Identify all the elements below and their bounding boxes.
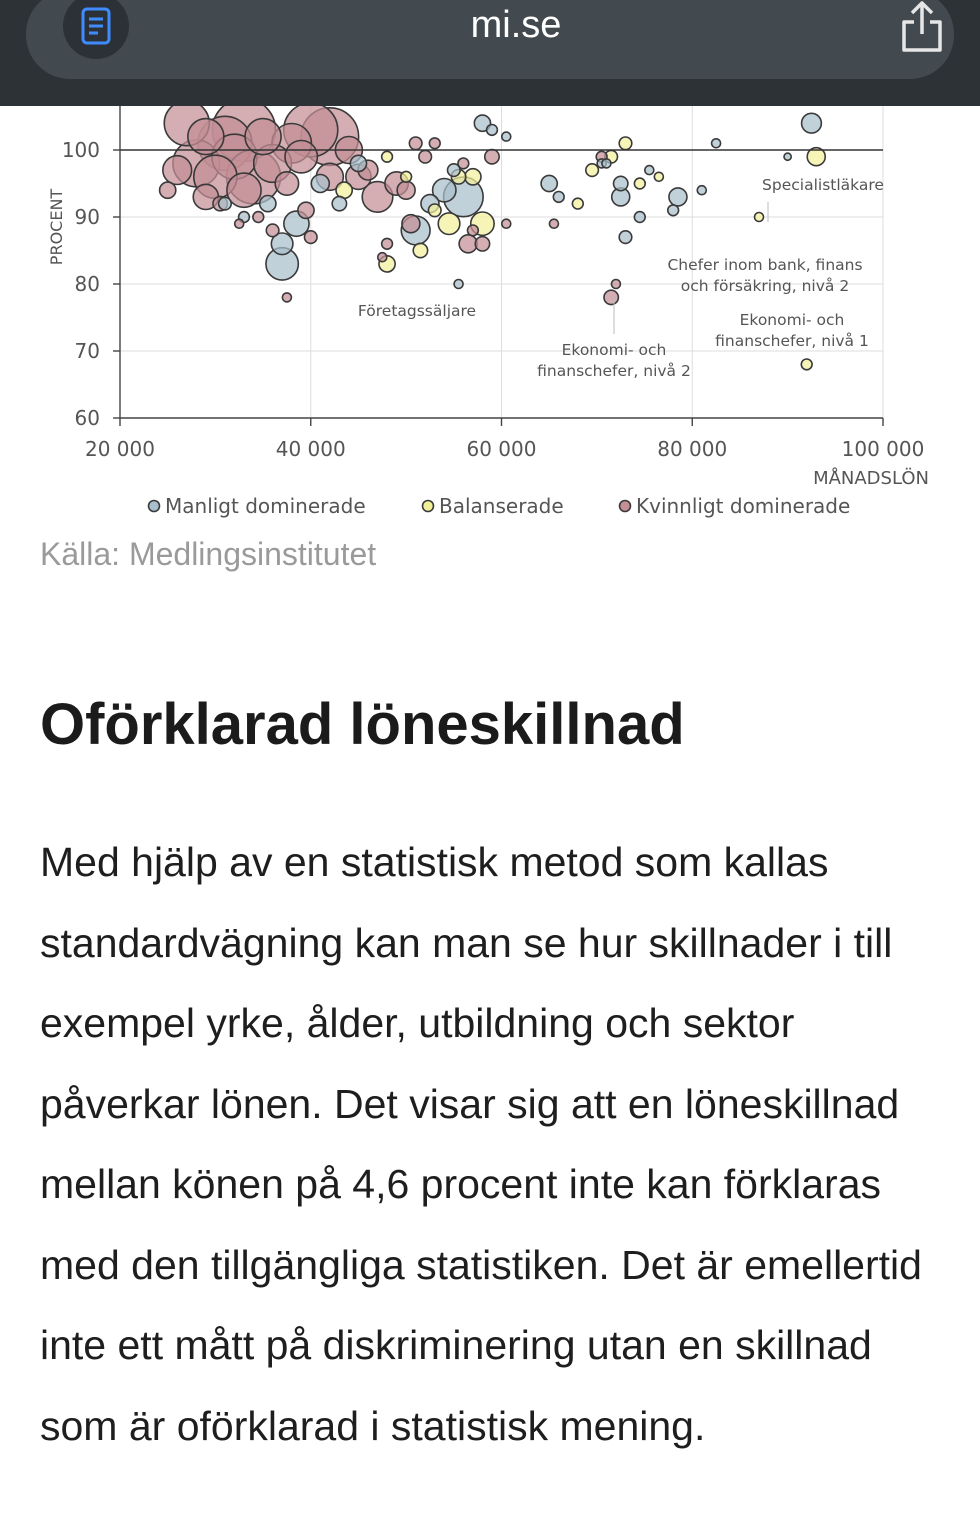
- data-point-male: [645, 166, 654, 175]
- scatter-chart: [0, 106, 980, 536]
- data-point-female: [397, 181, 415, 199]
- legend-label-male: Manligt dominerade: [165, 494, 366, 518]
- data-point-male: [487, 125, 498, 136]
- data-point-male: [668, 205, 679, 216]
- data-point-male: [619, 231, 632, 244]
- data-point-female: [467, 225, 478, 236]
- data-point-male: [712, 139, 721, 148]
- y-tick-label: 60: [74, 406, 100, 430]
- data-point-female: [298, 202, 314, 218]
- salary-chart: [0, 106, 980, 536]
- chart-points: [160, 106, 826, 370]
- data-point-balanced: [438, 213, 460, 235]
- data-point-male: [669, 188, 687, 206]
- data-point-balanced: [413, 243, 427, 257]
- data-point-female: [235, 219, 244, 228]
- x-tick-label: 100 000: [841, 437, 925, 461]
- y-tick-label: 90: [74, 205, 100, 229]
- data-point-male: [802, 113, 822, 133]
- data-point-female: [382, 238, 393, 249]
- annotation-label: [715, 311, 869, 350]
- x-tick-label: 80 000: [657, 437, 728, 461]
- annotation-line: finanschefer, nivå 1: [715, 332, 869, 350]
- data-point-female: [458, 158, 469, 169]
- data-point-female: [160, 182, 176, 198]
- share-icon: [898, 0, 946, 52]
- legend-marker-male: [149, 501, 160, 512]
- data-point-balanced: [572, 198, 583, 209]
- data-point-female: [409, 137, 422, 150]
- data-point-female: [485, 150, 499, 164]
- y-axis-title: PROCENT: [47, 188, 66, 266]
- data-point-female: [266, 224, 279, 237]
- chart-source: Källa: Medlingsinstitutet: [40, 536, 377, 572]
- x-axis-title: MÅNADSLÖN: [813, 468, 929, 489]
- data-point-female: [402, 215, 420, 233]
- y-tick-label: 100: [61, 138, 100, 162]
- data-point-balanced: [428, 204, 441, 217]
- data-point-female: [604, 290, 618, 304]
- data-point-balanced: [634, 178, 645, 189]
- data-point-male: [332, 196, 346, 210]
- annotation-line: finanschefer, nivå 2: [537, 362, 691, 380]
- article-paragraph: Med hjälp av en statistisk metod som kallas standardvägning kan man se hur skillnader i till exempel yrke, ålder, utbildning och sektor påverkar lönen. Det visar sig att en löneskillnad mellan könen på 4,6 procent inte kan förklaras med den tillgängliga statistiken. Det är emellertid inte ett mått på diskriminering utan en skillnad som är oförklarad i statistisk mening.: [40, 839, 922, 1449]
- annotation-line: Chefer inom bank, finans: [667, 256, 863, 274]
- data-point-female: [419, 150, 432, 163]
- data-point-female: [163, 156, 192, 185]
- data-point-male: [602, 159, 611, 168]
- legend-marker-balanced: [423, 501, 434, 512]
- data-point-male: [260, 196, 276, 212]
- data-point-female: [459, 235, 477, 253]
- data-point-male: [311, 175, 329, 193]
- data-point-female: [253, 212, 264, 223]
- annotation-label: [537, 341, 691, 380]
- annotation-line: och försäkring, nivå 2: [680, 277, 850, 295]
- data-point-female: [304, 231, 317, 244]
- data-point-male: [784, 153, 791, 160]
- data-point-female: [378, 253, 387, 262]
- annotation-label: [762, 176, 884, 194]
- data-point-male: [634, 212, 645, 223]
- annotation-label: [667, 256, 862, 295]
- data-point-male: [697, 186, 706, 195]
- data-point-male: [454, 280, 463, 289]
- data-point-female: [285, 141, 317, 173]
- data-point-female: [549, 219, 558, 228]
- annotation-line: Företagssäljare: [357, 302, 477, 320]
- url-text[interactable]: mi.se: [470, 4, 562, 46]
- data-point-female: [227, 173, 261, 207]
- y-tick-label: 80: [74, 272, 100, 296]
- data-point-balanced: [755, 213, 764, 222]
- data-point-male: [219, 197, 232, 210]
- annotation-line: Specialistläkare: [762, 176, 884, 194]
- reader-mode-icon: [81, 7, 111, 45]
- legend-marker-female: [620, 501, 631, 512]
- x-tick-label: 40 000: [275, 437, 346, 461]
- address-bar[interactable]: [26, 0, 954, 79]
- data-point-balanced: [401, 171, 412, 182]
- legend-label-female: Kvinnligt dominerade: [636, 494, 851, 518]
- data-point-male: [553, 192, 564, 203]
- y-tick-label: 70: [74, 339, 100, 363]
- data-point-balanced: [586, 164, 599, 177]
- data-point-male: [614, 176, 628, 190]
- data-point-balanced: [654, 172, 663, 181]
- annotation-line: Ekonomi- och: [561, 341, 667, 359]
- data-point-female: [502, 219, 511, 228]
- legend-label-balanced: Balanserade: [439, 494, 564, 518]
- annotation-label: [358, 302, 476, 320]
- data-point-balanced: [382, 151, 393, 162]
- data-point-female: [611, 280, 620, 289]
- data-point-balanced: [465, 169, 481, 185]
- share-button[interactable]: [898, 0, 946, 52]
- browser-toolbar: [0, 0, 980, 106]
- reader-mode-button[interactable]: [63, 0, 129, 59]
- data-point-male: [541, 175, 557, 191]
- data-point-male: [502, 132, 511, 141]
- x-tick-label: 60 000: [466, 437, 537, 461]
- x-tick-label: 20 000: [85, 437, 155, 461]
- article-heading: Oförklarad löneskillnad: [40, 692, 685, 757]
- data-point-female: [282, 293, 291, 302]
- data-point-female: [275, 172, 298, 195]
- data-point-male: [350, 155, 366, 171]
- data-point-female: [475, 237, 489, 251]
- annotation-line: Ekonomi- och: [739, 311, 845, 329]
- chart-legend: [149, 494, 851, 518]
- data-point-balanced: [801, 359, 812, 370]
- data-point-balanced: [619, 137, 632, 150]
- data-point-female: [429, 138, 440, 149]
